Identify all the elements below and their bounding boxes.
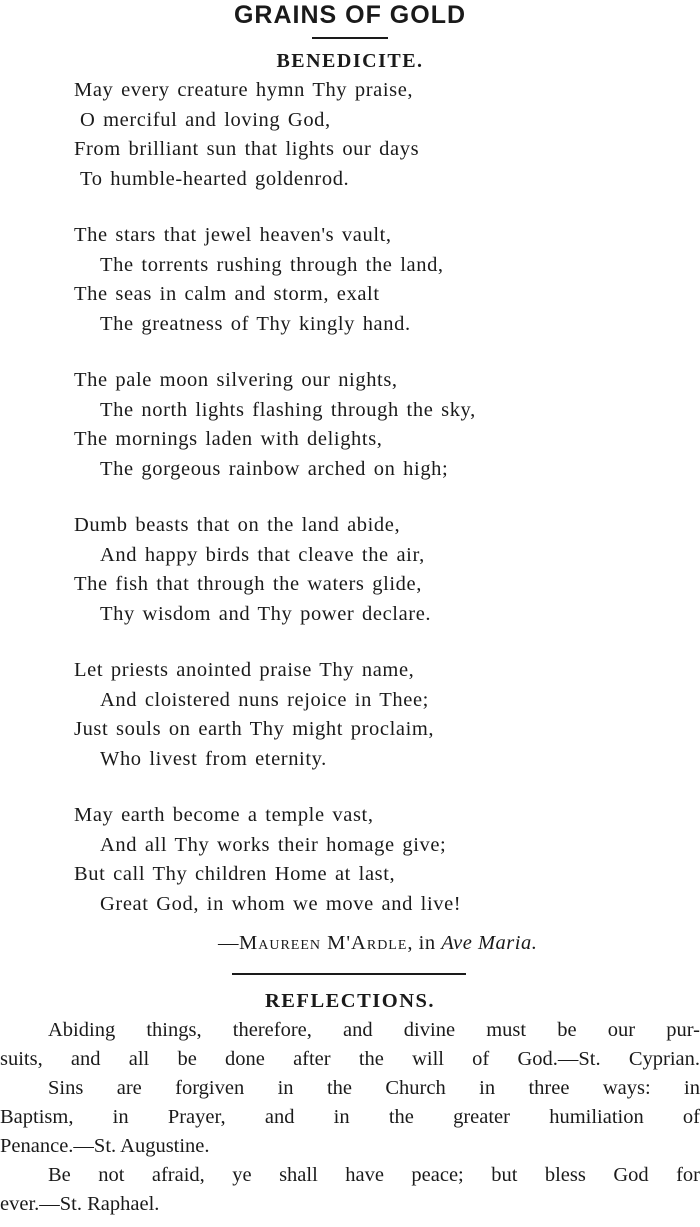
poem-line: The gorgeous rainbow arched on high; (100, 457, 449, 480)
column-heading: GRAINS OF GOLD (233, 1, 467, 29)
reflection-line: Be not afraid, ye shall have peace; but bless God for (48, 1164, 700, 1186)
poem-stanza (0, 801, 700, 919)
reflections-body (0, 1016, 700, 1219)
poem-line: Great God, in whom we move and live! (100, 892, 462, 915)
poem-line: The stars that jewel heaven's vault, (74, 224, 392, 246)
reflection-line: suits, and all be done after the will of God.—St. Cyprian. (0, 1048, 700, 1070)
source-publication: Ave Maria. (441, 932, 538, 954)
poem-title: BENEDICITE. (276, 50, 424, 72)
poem-line: Just souls on earth Thy might proclaim, (74, 718, 435, 740)
poem-line: The fish that through the waters glide, (74, 573, 422, 595)
reflection-line: ever.—St. Raphael. (0, 1193, 160, 1215)
poem-line: Who livest from eternity. (100, 747, 327, 770)
poem-line: And happy birds that cleave the air, (100, 543, 425, 566)
poem-line: The pale moon silvering our nights, (74, 369, 398, 391)
poem-line: O merciful and loving God, (80, 108, 331, 131)
poem-stanza (0, 221, 700, 339)
poem-stanza (0, 366, 700, 484)
poem-line: The north lights flashing through the sky, (100, 398, 476, 421)
poem-stanza (0, 76, 700, 194)
poem-line: Thy wisdom and Thy power declare. (100, 602, 432, 625)
poem-line: Dumb beasts that on the land abide, (74, 514, 401, 536)
poem-line: The torrents rushing through the land, (100, 253, 444, 276)
poem-body (0, 76, 700, 946)
heading-divider (312, 37, 388, 39)
poem-line: May every creature hymn Thy praise, (74, 79, 414, 101)
poem-line: The greatness of Thy kingly hand. (100, 312, 411, 335)
poem-stanza (0, 656, 700, 774)
section-divider (232, 973, 466, 975)
reflection-line: Sins are forgiven in the Church in three ways: in (48, 1077, 700, 1099)
poem-line: The seas in calm and storm, exalt (74, 283, 380, 305)
attribution-dash: — (218, 932, 239, 954)
poem-line: And cloistered nuns rejoice in Thee; (100, 688, 429, 711)
poem-line: And all Thy works their homage give; (100, 833, 447, 856)
reflection-line: Abiding things, therefore, and divine must be our pur- (48, 1019, 700, 1041)
poem-line: But call Thy children Home at last, (74, 863, 396, 885)
attribution-connector: , in (407, 932, 442, 954)
poem-attribution (218, 928, 537, 958)
poem-line: To humble-hearted goldenrod. (80, 167, 350, 190)
reflection-line: Baptism, in Prayer, and in the greater humiliation of (0, 1106, 700, 1128)
poem-stanza (0, 511, 700, 629)
reflection-line: Penance.—St. Augustine. (0, 1135, 210, 1157)
poem-line: May earth become a temple vast, (74, 804, 374, 826)
poem-line: The mornings laden with delights, (74, 428, 383, 450)
poem-line: From brilliant sun that lights our days (74, 138, 420, 160)
poem-line: Let priests anointed praise Thy name, (74, 659, 415, 681)
reflections-title: REFLECTIONS. (264, 990, 436, 1012)
author-name: Maureen M'Ardle (239, 932, 408, 954)
